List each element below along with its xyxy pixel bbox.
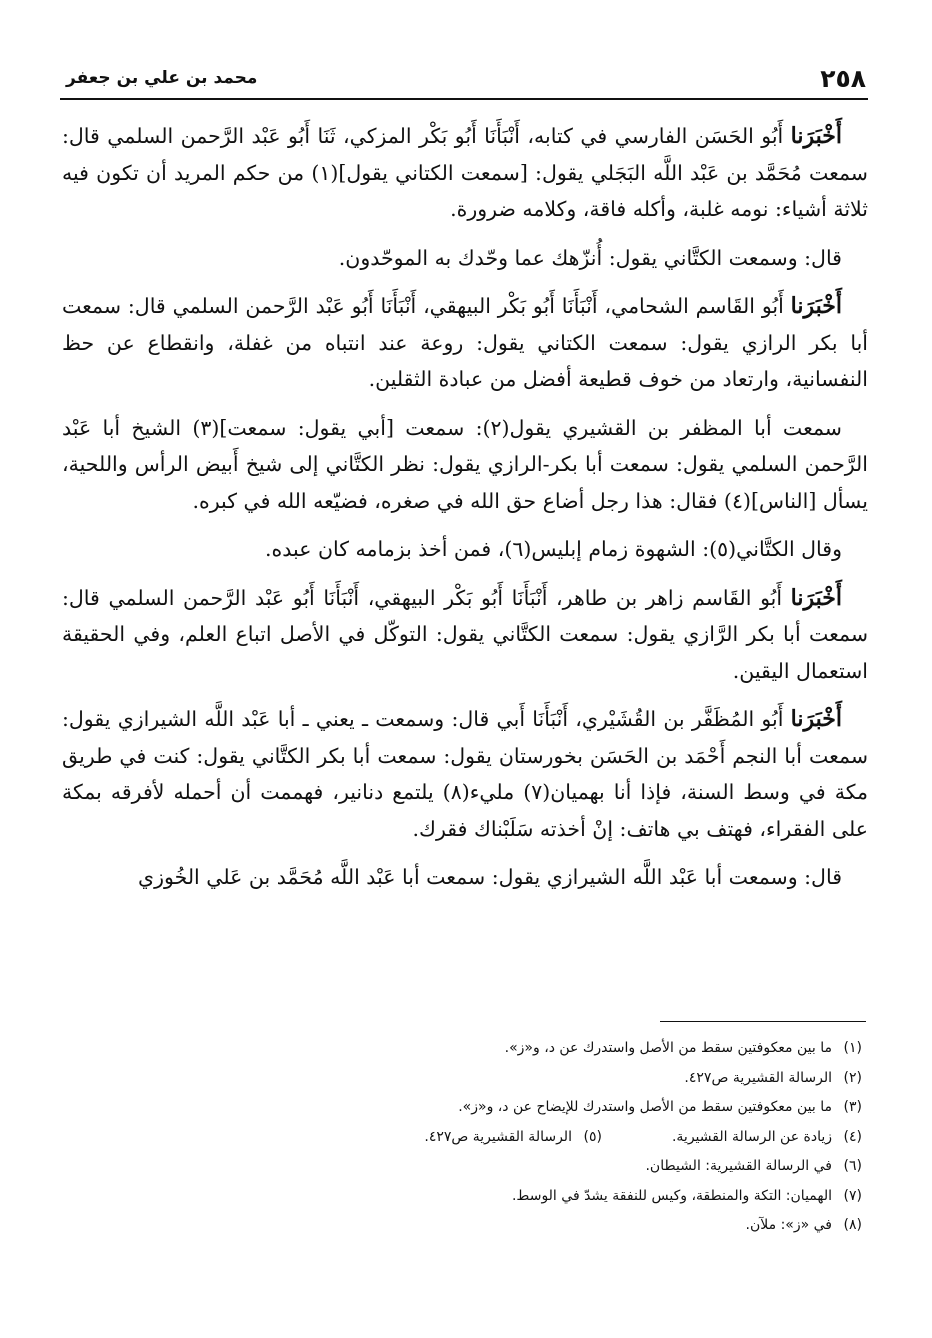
paragraph	[62, 531, 868, 568]
footnote-text: في «ز»: ملآن.	[745, 1217, 832, 1233]
footnote	[66, 1123, 862, 1153]
footnote-number: (٧)	[843, 1187, 862, 1204]
footnote	[66, 1034, 862, 1064]
footnote	[66, 1064, 862, 1094]
paragraph	[62, 580, 868, 690]
footnote-text: الهميان: التكة والمنطقة، وكيس للنفقة يشدّ في الوسط.	[511, 1187, 832, 1204]
paragraph-text: قال: وسمعت أبا عَبْد اللَّه الشيرازي يقول: سمعت أبا عَبْد اللَّه مُحَمَّد بن عَلي الخُوزي	[138, 865, 842, 889]
page-number: ٢٥٨	[820, 63, 866, 93]
paragraph-text: قال: وسمعت الكتَّاني يقول: أُنزّهك عما وحّدك به الموحّدون.	[338, 245, 842, 270]
page-header	[66, 58, 866, 98]
paragraph-text: وقال الكتَّاني(٥): الشهوة زمام إبليس(٦)، فمن أخذ بزمامه كان عبده.	[265, 537, 842, 561]
footnote-number: (٦)	[843, 1158, 862, 1174]
footnote	[66, 1182, 862, 1212]
akhbarana-heading: أَخْبَرَنا	[790, 706, 842, 732]
footnote-text: زيادة عن الرسالة القشيرية.	[671, 1128, 832, 1145]
akhbarana-heading: أَخْبَرَنا	[790, 293, 842, 319]
paragraph	[62, 118, 868, 228]
footnote-text: الرسالة القشيرية ص٤٢٧.	[424, 1128, 572, 1145]
paragraph	[62, 288, 868, 398]
footnote	[66, 1093, 862, 1123]
paragraph-text: أَبُو المُظَفَّر بن القُشَيْري، أَنْبَأَنَا أَبي قال: وسمعت ـ يعني ـ أبا عَبْد اللَّه الشيرازي يقول: سمعت أبا النجم أَحْمَد بن الحَسَن بخورستان يقول: سمعت أبا بكر الكتَّاني يقول: كنت في طريق مكة في وسط السنة، فإذا أنا بهميان(٧) مليء(٨) يلتمع دنانير، فهممت أن أحمله لأفرقه بمكة على الفقراء، فهتف بي هاتف: إنْ أخذته سَلَبْناك فقرك.	[62, 707, 869, 841]
footnote-text: ما بين معكوفتين سقط من الأصل واستدرك عن د، و«ز».	[504, 1040, 832, 1056]
running-title: محمد بن علي بن جعفر	[66, 68, 258, 88]
paragraph-text: أَبُو الحَسَن الفارسي في كتابه، أَنْبَأَنَا أَبُو بَكْر المزكي، ثَنَا أَبُو عَبْد الرَّحمن السلمي قال: سمعت مُحَمَّد بن عَبْد اللَّه البَجَلي يقول: [سمعت الكتاني يقول](١) من حكم المريد أن تكون فيه ثلاثة أشياء: نومه غلبة، وأكله فاقة، وكلامه ضرورة.	[62, 124, 868, 221]
footnotes	[66, 1034, 862, 1241]
footnote-number: (٢)	[843, 1069, 862, 1086]
footnote-number: (٣)	[843, 1099, 862, 1115]
footnote-text: في الرسالة القشيرية: الشيطان.	[645, 1158, 832, 1174]
footnote-number: (١)	[843, 1040, 862, 1056]
footnote-number: (٥)	[583, 1128, 602, 1145]
footnote-number: (٤)	[843, 1128, 862, 1145]
footnote	[66, 1211, 862, 1241]
paragraph	[62, 240, 868, 277]
footnote	[66, 1152, 862, 1182]
paragraph-text: أَبُو القَاسم زاهر بن طاهر، أَنْبَأَنَا أَبُو بَكْر البيهقي، أَنْبَأَنَا أَبُو عَبْد الرَّحمن السلمي قال: سمعت أبا بكر الرَّازي يقول: سمعت الكتَّاني يقول: التوكّل في الأصل اتباع العلم، وفي الحقيقة استعمال اليقين.	[62, 585, 868, 683]
paragraph-text: سمعت أبا المظفر بن القشيري يقول(٢): سمعت [أبي يقول: سمعت](٣) الشيخ أبا عَبْد الرَّحمن السلمي يقول: سمعت أبا بكر-الرازي يقول: نظر الكتَّاني إلى شيخ أَبيض الرأس واللحية، يسأل [الناس](٤) فقال: هذا رجل أضاع حق الله في صغره، فضيّعه الله في كبره.	[62, 415, 868, 513]
body-text	[62, 118, 868, 908]
paragraph	[62, 859, 868, 896]
paragraph	[62, 410, 868, 520]
header-rule	[60, 98, 868, 100]
footnote-text: الرسالة القشيرية ص٤٢٧.	[684, 1069, 832, 1086]
paragraph-text: أَبُو القَاسم الشحامي، أَنْبَأَنَا أَبُو بَكْر البيهقي، أَنْبَأَنَا أَبُو عَبْد الرَّحمن السلمي قال: سمعت أبا بكر الرازي يقول: سمعت الكتاني يقول: روعة عند انتباه من غفلة، وانقطاع عن حظ النفسانية، وارتعاد من خوف قطيعة أفضل من عبادة الثقلين.	[62, 294, 868, 391]
footnote-number: (٨)	[843, 1217, 862, 1233]
footnote-rule	[660, 1021, 866, 1022]
paragraph	[62, 701, 868, 847]
akhbarana-heading: أَخْبَرَنا	[790, 123, 842, 149]
akhbarana-heading: أَخْبَرَنا	[790, 584, 842, 611]
footnote-text: ما بين معكوفتين سقط من الأصل واستدرك للإيضاح عن د، و«ز».	[458, 1099, 832, 1115]
